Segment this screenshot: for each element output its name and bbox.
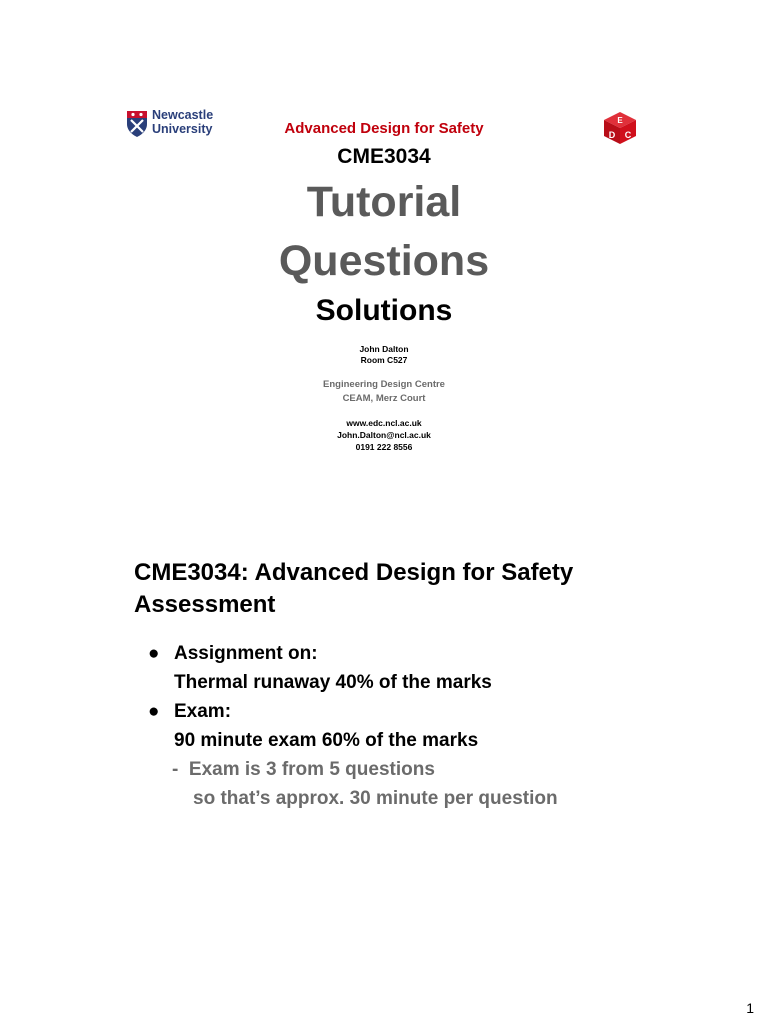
- course-code: CME3034: [337, 145, 431, 168]
- bullet-assignment: [148, 641, 318, 666]
- university-name-line2: University: [152, 122, 213, 136]
- author-room: Room C527: [360, 355, 408, 365]
- svg-text:C: C: [624, 130, 632, 140]
- bullet-detail: 90 minute exam 60% of the marks: [174, 730, 479, 751]
- svg-text:D: D: [608, 130, 616, 140]
- assessment-heading-line1: CME3034: Advanced Design for Safety: [134, 559, 574, 586]
- bullet-detail: Thermal runaway 40% of the marks: [174, 672, 492, 693]
- assessment-heading: [134, 557, 674, 621]
- course-title: Advanced Design for Safety: [284, 120, 484, 137]
- bullet-label: Assignment on:: [174, 643, 318, 664]
- sub-bullet-continuation: so that’s approx. 30 minute per question: [193, 788, 558, 809]
- location: CEAM, Merz Court: [342, 393, 426, 404]
- sub-bullet-exam-format: [172, 757, 435, 782]
- email-link[interactable]: John.Dalton@ncl.ac.uk: [337, 430, 431, 440]
- sub-bullet-marker: -: [172, 759, 179, 780]
- title-line-1: Tutorial: [306, 178, 462, 226]
- page-number: 1: [746, 1000, 754, 1016]
- assessment-heading-line2: Assessment: [134, 591, 276, 618]
- bullet-marker: ●: [148, 643, 160, 664]
- title-line-2: Questions: [278, 237, 490, 285]
- sub-bullet-text: Exam is 3 from 5 questions: [188, 759, 435, 780]
- subtitle: Solutions: [315, 294, 453, 327]
- svg-text:E: E: [617, 116, 623, 125]
- university-name-line1: Newcastle: [152, 108, 214, 122]
- bullet-exam: [148, 699, 231, 724]
- department: Engineering Design Centre: [323, 379, 445, 390]
- author-name: John Dalton: [359, 344, 409, 354]
- phone-number: 0191 222 8556: [355, 442, 413, 452]
- website-link[interactable]: www.edc.ncl.ac.uk: [346, 418, 422, 428]
- bullet-marker: ●: [148, 701, 160, 722]
- bullet-label: Exam:: [174, 701, 232, 722]
